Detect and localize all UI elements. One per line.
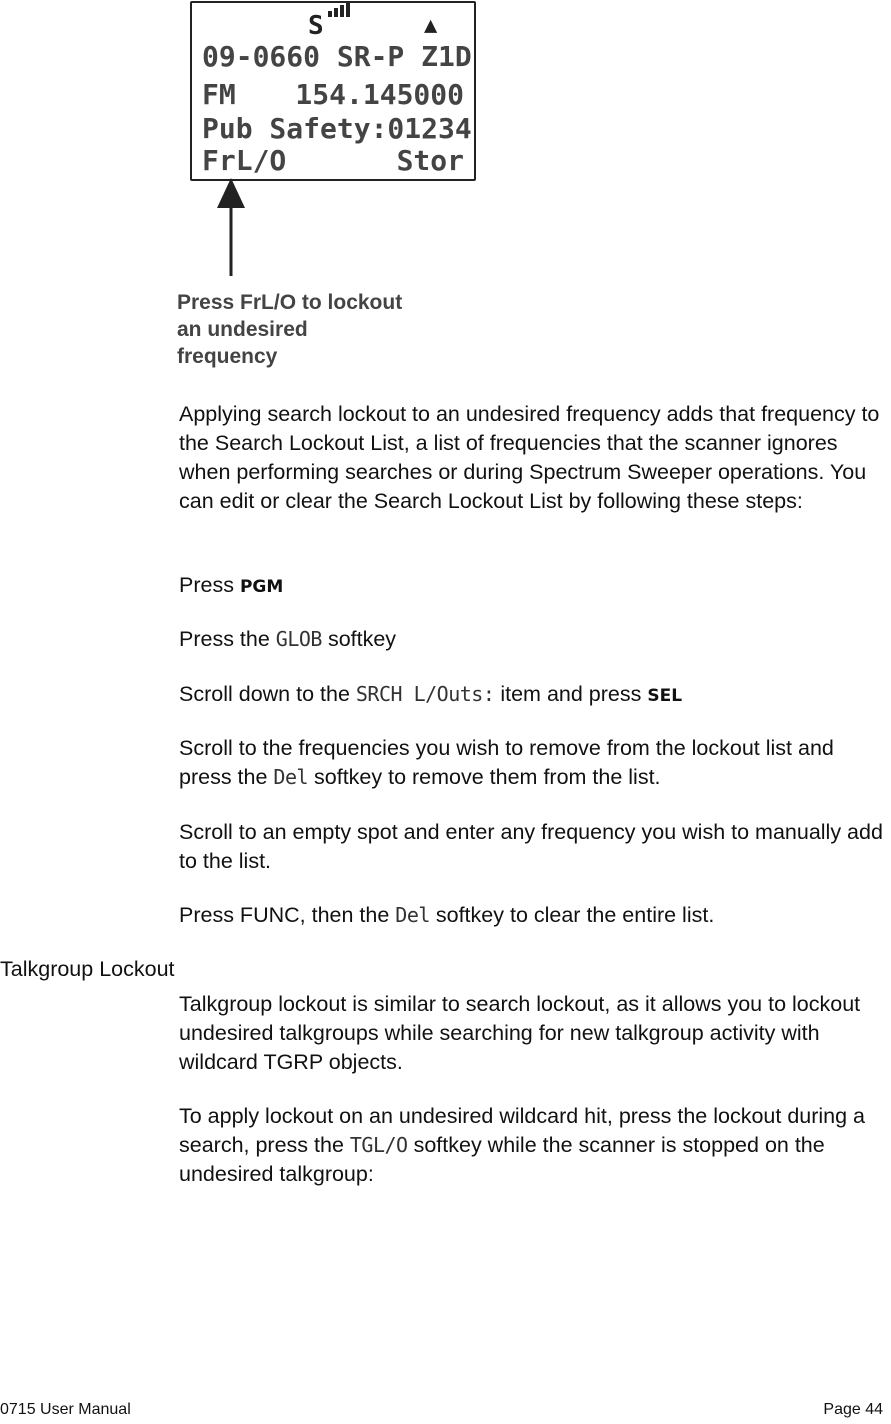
- step-text: softkey to remove them from the list.: [308, 765, 661, 789]
- paragraph-text: softkey while the scanner is stopped on the undesired talkgroup:: [179, 1133, 825, 1186]
- step-text: item and press: [494, 682, 648, 706]
- pgm-key-label: PGM: [239, 577, 284, 597]
- step-text: Press the: [179, 627, 276, 651]
- step-glob-softkey: [179, 625, 891, 654]
- step-text: softkey to clear the entire list.: [429, 903, 715, 927]
- lcd-softkey-frlo: FrL/O: [202, 144, 287, 177]
- footer-manual-title: 0715 User Manual: [0, 1401, 131, 1418]
- caption-line: frequency: [177, 345, 278, 368]
- paragraph-text: To apply lockout on an undesired wildcard hit, press the lockout during a search, press the: [179, 1104, 866, 1157]
- del-softkey-label: Del: [273, 765, 309, 789]
- figure-caption: [177, 289, 437, 370]
- step-delete-frequencies: [179, 734, 891, 792]
- glob-softkey-label: GLOB: [275, 627, 322, 651]
- section-heading: Talkgroup Lockout: [0, 957, 175, 981]
- sel-key-label: SEL: [647, 686, 683, 706]
- lcd-line-1: 09-0660 SR-P Z1D: [202, 40, 472, 73]
- footer-page-number: Page 44: [823, 1401, 883, 1418]
- pointer-arrow-icon: [210, 176, 254, 280]
- step-text: Scroll down to the: [179, 682, 356, 706]
- step-press-pgm: [179, 571, 891, 602]
- lcd-line-3: Pub Safety:01234: [202, 112, 472, 145]
- intro-paragraph: Applying search lockout to an undesired frequency adds that frequency to the Search Lockout List, a list of frequencies that the scanner ignores when performing searches or during Spectrum Sweeper operations. You can edit or clear the Search Lockout List by following these steps:: [179, 402, 880, 513]
- step-text: Press: [179, 573, 240, 597]
- lcd-mode: FM: [202, 78, 236, 111]
- del-softkey-label: Del: [395, 903, 430, 927]
- srch-louts-item-label: SRCH L/Outs:: [355, 682, 495, 706]
- step-srch-lout: [179, 680, 891, 711]
- talkgroup-paragraph-1: Talkgroup lockout is similar to search lockout, as it allows you to lockout undesired talkgroups while searching for new talkgroup activity with wildcard TGRP objects.: [179, 992, 861, 1074]
- talkgroup-paragraph-2: [179, 1102, 891, 1189]
- step-text: Scroll to the frequencies you wish to remove from the lockout list and press the: [179, 736, 834, 789]
- caption-line: an undesired: [177, 318, 308, 341]
- lcd-status-s: S: [308, 11, 324, 41]
- step-text: softkey: [321, 627, 397, 651]
- lcd-status-bar: [192, 9, 474, 39]
- step-text: Press FUNC, then the: [179, 903, 396, 927]
- lcd-softkey-stor: Stor: [396, 144, 464, 177]
- tglo-softkey-label: TGL/O: [349, 1133, 408, 1157]
- lcd-frequency: 154.145000: [295, 78, 464, 111]
- lcd-display-figure: [190, 1, 476, 181]
- caption-line: Press FrL/O to lockout: [177, 291, 403, 314]
- step-clear-list: [179, 901, 891, 930]
- up-arrow-icon: ▲: [424, 13, 438, 38]
- step-add-frequency: Scroll to an empty spot and enter any frequency you wish to manually add to the list.: [179, 820, 883, 873]
